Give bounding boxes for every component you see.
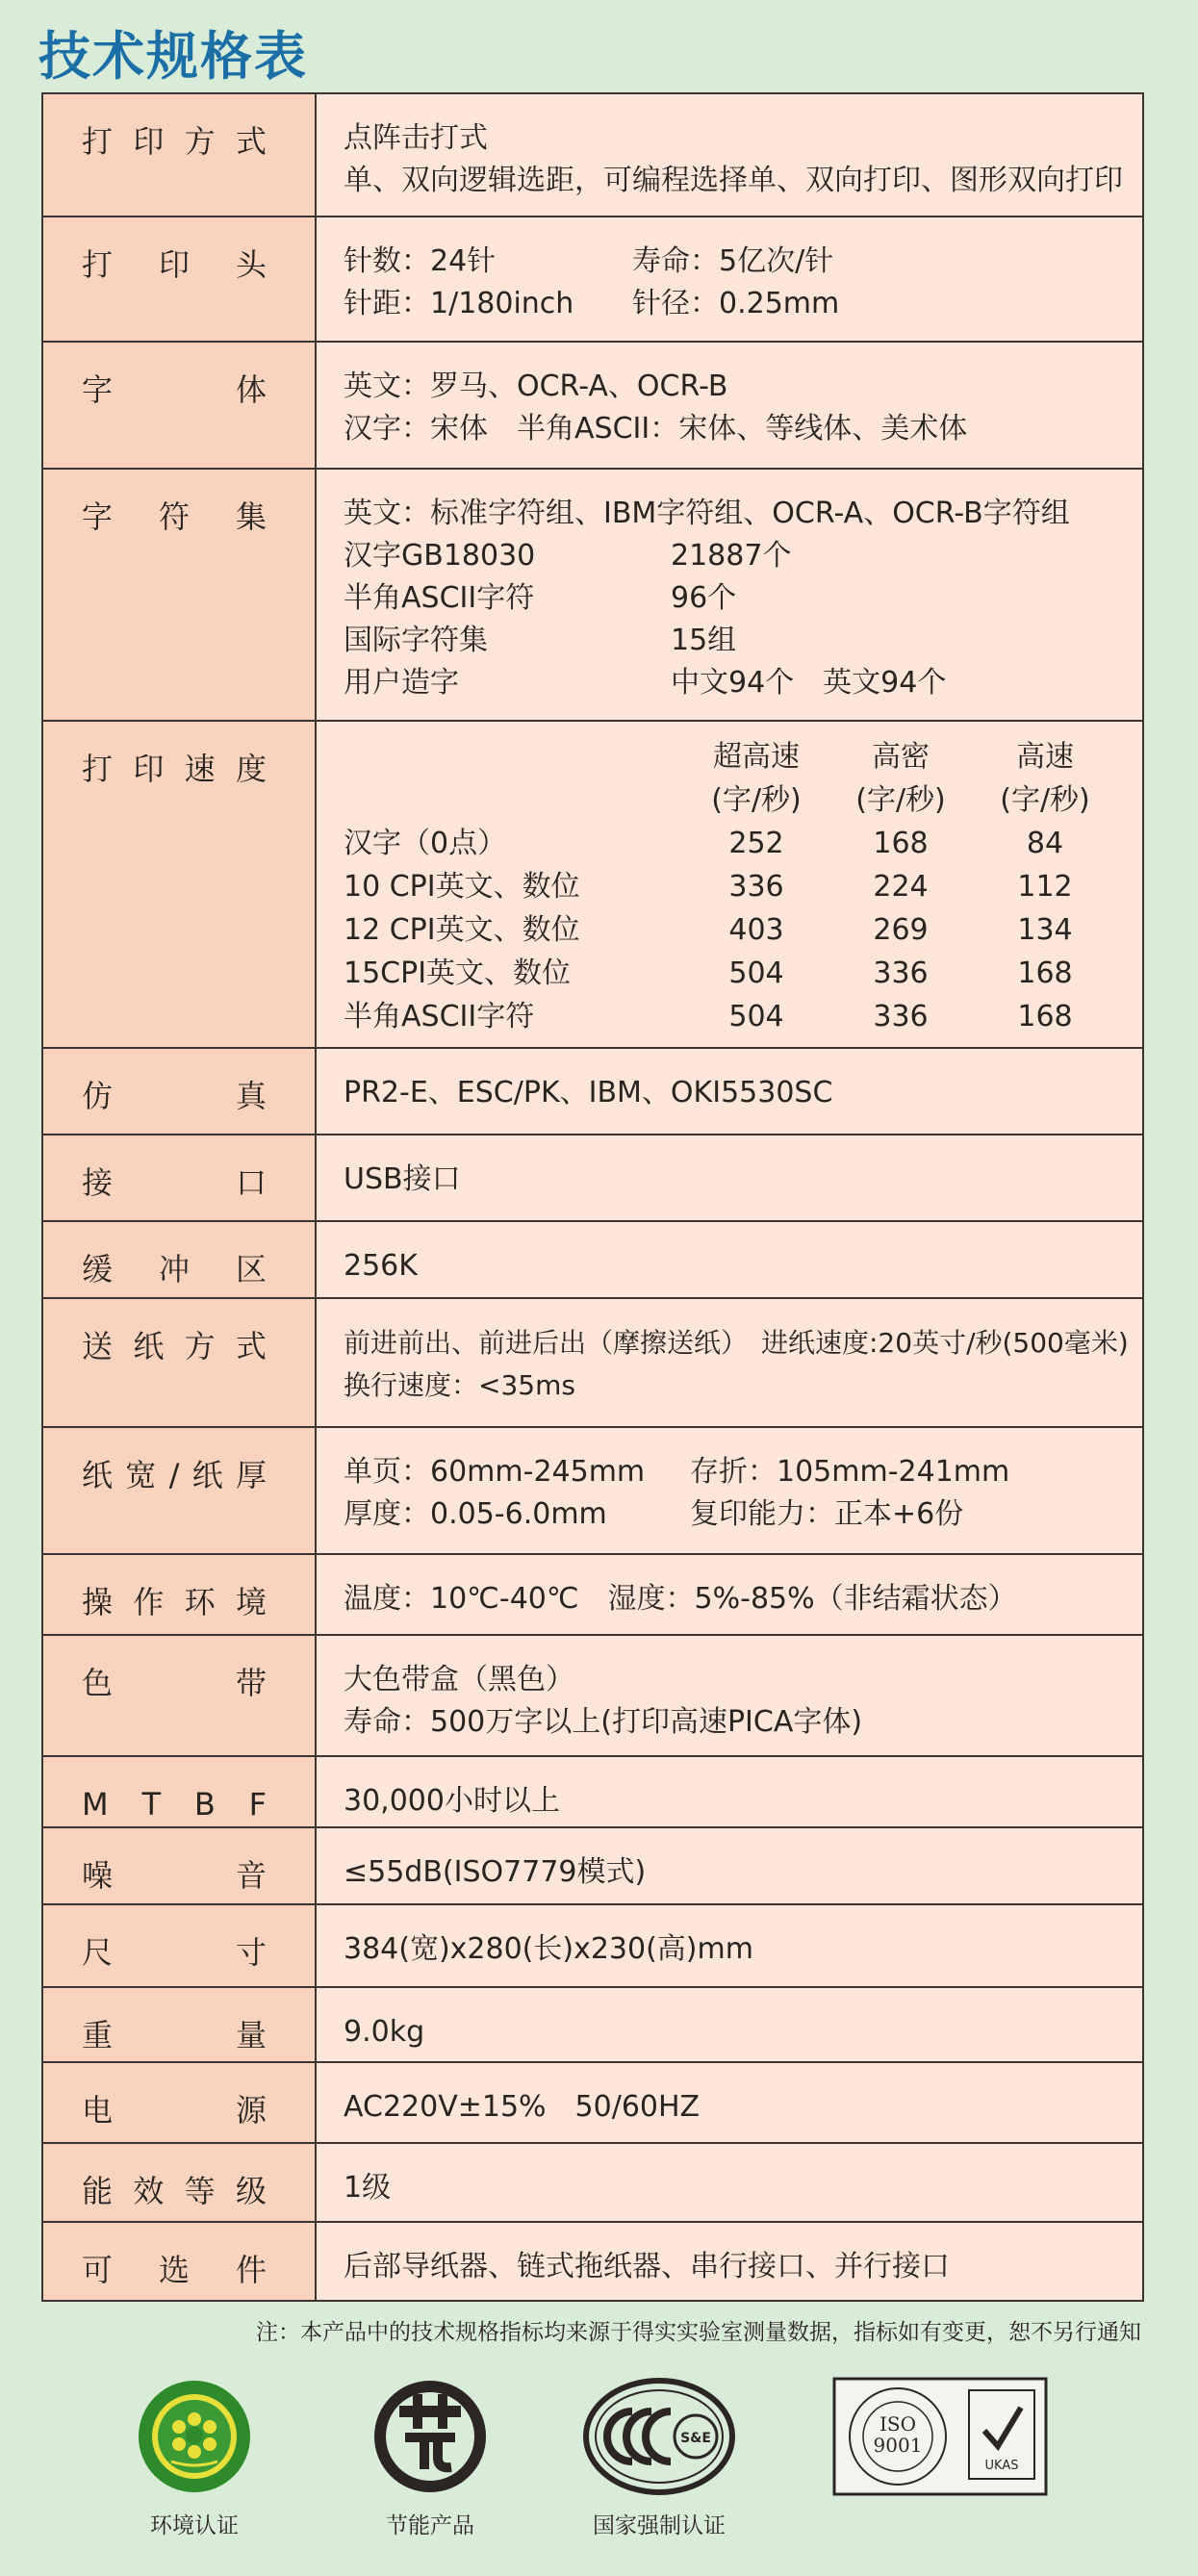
speed-header-blank [344, 778, 684, 822]
spec-row [42, 1135, 1143, 1221]
spec-line: 后部导纸器、链式拖纸器、串行接口、并行接口 [344, 2250, 950, 2283]
spec-line: ≤55dB(ISO7779模式) [344, 1855, 647, 1889]
spec-row [42, 1904, 1143, 1987]
spec-label-char: 接 [82, 1164, 114, 1201]
spec-label-char: 纸 [82, 1457, 114, 1493]
spec-value [317, 1828, 1142, 1894]
spec-label [82, 2248, 267, 2292]
spec-pair-key: 针距：1/180inch [344, 287, 574, 320]
spec-value-cell [316, 1135, 1143, 1221]
speed-header-blank [344, 735, 684, 778]
spec-label-char: 字 [82, 371, 114, 408]
spec-value-cell [316, 1554, 1143, 1635]
speed-row-name: 汉字（0点） [344, 827, 507, 860]
spec-line: AC220V±15% 50/60HZ [344, 2090, 701, 2124]
spec-pair [344, 1493, 1117, 1536]
spec-pair [344, 577, 1117, 620]
spec-value-cell [316, 1427, 1143, 1554]
spec-value-cell [316, 1048, 1143, 1135]
spec-pair [344, 241, 1117, 283]
spec-line: 256K [344, 1249, 418, 1283]
spec-pair-value: 复印能力：正本+6份 [690, 1497, 964, 1531]
spec-label-char: 电 [82, 2092, 114, 2129]
spec-row [42, 469, 1143, 721]
spec-line: 9.0kg [344, 2015, 425, 2049]
spec-label-char: 带 [235, 1665, 267, 1701]
spec-label-char: 境 [235, 1584, 267, 1620]
spec-value-cell [316, 1635, 1143, 1756]
spec-label-cell [42, 1635, 316, 1756]
speed-value: 403 [728, 913, 784, 947]
spec-label-cell [42, 721, 316, 1048]
spec-value [317, 1299, 1142, 1407]
speed-header-row [344, 778, 1117, 822]
spec-line: 换行速度：<35ms [344, 1369, 575, 1401]
speed-value: 224 [873, 870, 929, 904]
spec-label-cell [42, 93, 316, 217]
speed-value: 168 [1017, 1000, 1073, 1033]
speed-header: 超高速 [713, 740, 800, 774]
spec-row [42, 1756, 1143, 1827]
speed-value: 168 [1017, 956, 1073, 990]
spec-row [42, 2143, 1143, 2222]
spec-pair-key: 厚度：0.05-6.0mm [344, 1497, 607, 1531]
speed-row [344, 865, 1117, 908]
logo-caption: 环境认证 [150, 2513, 239, 2538]
spec-row [42, 93, 1143, 217]
spec-label-char: 印 [133, 123, 165, 160]
spec-label-char: 方 [184, 1328, 216, 1365]
speed-row [344, 995, 1117, 1038]
spec-label-char: 作 [133, 1584, 165, 1620]
spec-pair-value: 96个 [671, 581, 737, 615]
spec-value-cell [316, 1756, 1143, 1827]
spec-label [82, 1160, 267, 1205]
spec-label-char: 度 [235, 751, 267, 787]
spec-value-cell [316, 2222, 1143, 2301]
spec-label-char: 尺 [82, 1934, 114, 1971]
spec-value-cell [316, 217, 1143, 342]
spec-label-char: 纸 [191, 1457, 223, 1493]
svg-text:9001: 9001 [873, 2434, 923, 2457]
speed-row [344, 908, 1117, 952]
spec-pair-value: 针径：0.25mm [632, 287, 840, 320]
spec-label-char: / [168, 1457, 180, 1493]
spec-label-char: 口 [235, 1164, 267, 1201]
spec-label-cell [42, 1987, 316, 2062]
speed-table [344, 735, 1117, 1038]
spec-row [42, 1827, 1143, 1904]
speed-value: 269 [873, 913, 929, 947]
spec-label-char: 噪 [82, 1857, 114, 1894]
logo-caption: 节能产品 [386, 2513, 474, 2538]
spec-label-char: 操 [82, 1584, 114, 1620]
spec-label [82, 1661, 267, 1705]
spec-label [82, 1453, 267, 1497]
spec-value [317, 1428, 1142, 1536]
spec-label-cell [42, 1427, 316, 1554]
spec-label-char: 打 [82, 123, 114, 160]
spec-label-cell [42, 342, 316, 469]
spec-label-char: 头 [235, 246, 267, 283]
spec-line: 点阵击打式 [344, 121, 488, 155]
spec-row [42, 2222, 1143, 2301]
spec-value-cell [316, 93, 1143, 217]
spec-label [82, 242, 267, 287]
speed-header: (字/秒) [1000, 783, 1090, 817]
spec-label-char: 量 [235, 2017, 267, 2053]
spec-label [82, 1324, 267, 1368]
spec-value [317, 1988, 1142, 2053]
spec-pair [344, 1451, 1117, 1493]
spec-pair [344, 535, 1117, 577]
spec-pair-value: 21887个 [671, 539, 792, 573]
spec-value-cell [316, 342, 1143, 469]
spec-row [42, 1427, 1143, 1554]
spec-value [317, 1636, 1142, 1744]
spec-value-cell [316, 2143, 1143, 2222]
spec-value [317, 217, 1142, 325]
spec-label-char: 打 [82, 246, 114, 283]
spec-label-char: 等 [184, 2173, 216, 2209]
spec-value-cell [316, 1987, 1143, 2062]
spec-label-char: 字 [82, 498, 114, 535]
spec-value [317, 470, 1142, 704]
spec-label [82, 1782, 267, 1826]
spec-row [42, 721, 1143, 1048]
spec-value [317, 94, 1142, 202]
spec-pair-key: 半角ASCII字符 [344, 581, 535, 615]
speed-value: 504 [728, 1000, 784, 1033]
spec-label-char: 体 [235, 371, 267, 408]
speed-row-name: 12 CPI英文、数位 [344, 913, 580, 947]
speed-header: 高速 [1016, 740, 1074, 774]
spec-label-char: 音 [235, 1857, 267, 1894]
spec-value-cell [316, 1827, 1143, 1904]
spec-label-char: 速 [184, 751, 216, 787]
spec-label-char: 缓 [82, 1251, 114, 1288]
spec-value [317, 722, 1142, 1038]
spec-label-char: T [141, 1786, 161, 1823]
spec-pair [344, 662, 1117, 704]
spec-label-char: 寸 [235, 1934, 267, 1971]
energy-saving-cert [370, 2377, 490, 2539]
speed-value: 168 [873, 827, 929, 860]
spec-line: 温度：10℃-40℃ 湿度：5%-85%（非结霜状态） [344, 1582, 1017, 1616]
spec-pair-key: 国际字符集 [344, 624, 488, 657]
spec-value [317, 1049, 1142, 1114]
spec-row [42, 342, 1143, 469]
speed-header-row [344, 735, 1117, 778]
footnote: 注：本产品中的技术规格指标均来源于得实实验室测量数据，指标如有变更，恕不另行通知 [256, 2320, 1141, 2345]
speed-value: 84 [1026, 827, 1064, 860]
spec-row [42, 1298, 1143, 1427]
spec-label-char: 件 [235, 2252, 267, 2288]
spec-label [82, 1853, 267, 1898]
speed-header: (字/秒) [855, 783, 946, 817]
spec-pair-value: 寿命：5亿次/针 [632, 244, 834, 278]
ccc-mark-text: S&E [680, 2431, 711, 2446]
spec-value [317, 2063, 1142, 2129]
spec-label-char: 厚 [235, 1457, 267, 1493]
spec-label-char: 区 [235, 1251, 267, 1288]
spec-label [82, 119, 267, 164]
environment-cert [135, 2377, 254, 2539]
spec-value-cell [316, 469, 1143, 721]
spec-label-char: 集 [235, 498, 267, 535]
ccc-icon [582, 2377, 736, 2496]
speed-row [344, 822, 1117, 865]
spec-line: 大色带盒（黑色） [344, 1663, 574, 1696]
spec-label-char: 可 [82, 2252, 114, 2288]
environmental-label-icon [135, 2377, 254, 2496]
logo-caption: 国家强制认证 [593, 2513, 726, 2538]
spec-label-char: 级 [235, 2173, 267, 2209]
spec-label [82, 495, 267, 539]
speed-header: (字/秒) [711, 783, 802, 817]
spec-label-char: 打 [82, 751, 114, 787]
spec-label-char: 冲 [158, 1251, 190, 1288]
spec-label [82, 747, 267, 791]
spec-value [317, 1905, 1142, 1971]
spec-label-cell [42, 1756, 316, 1827]
spec-label [82, 368, 267, 412]
svg-text:UKAS: UKAS [984, 2459, 1019, 2473]
spec-label-char: 环 [184, 1584, 216, 1620]
spec-label-char: 印 [158, 246, 190, 283]
spec-line: 英文：罗马、OCR-A、OCR-B [344, 370, 728, 403]
spec-value [317, 2144, 1142, 2209]
spec-label [82, 1580, 267, 1624]
spec-pair [344, 620, 1117, 662]
spec-label-cell [42, 1554, 316, 1635]
spec-label-char: 源 [235, 2092, 267, 2129]
spec-label-char: 式 [235, 1328, 267, 1365]
spec-label [82, 2013, 267, 2057]
spec-label-char: 能 [82, 2173, 114, 2209]
spec-label [82, 2169, 267, 2213]
spec-label-char: 印 [133, 751, 165, 787]
spec-pair-value: 中文94个 英文94个 [671, 666, 947, 700]
spec-label [82, 1074, 267, 1118]
certification-logos [0, 2377, 1198, 2540]
spec-value [317, 1135, 1142, 1201]
speed-row-name: 10 CPI英文、数位 [344, 870, 580, 904]
spec-line: 单、双向逻辑选距，可编程选择单、双向打印、图形双向打印 [344, 164, 1123, 197]
spec-line: 前进前出、前进后出（摩擦送纸） 进纸速度:20英寸/秒(500毫米) [344, 1327, 1129, 1359]
spec-value-cell [316, 2062, 1143, 2143]
spec-label-cell [42, 1904, 316, 1987]
spec-row [42, 1048, 1143, 1135]
spec-label-char: B [193, 1786, 216, 1823]
spec-row [42, 1987, 1143, 2062]
speed-row-name: 15CPI英文、数位 [344, 956, 572, 990]
spec-pair [344, 283, 1117, 325]
spec-pair-value: 15组 [671, 624, 737, 657]
spec-value-cell [316, 1298, 1143, 1427]
spec-value [317, 343, 1142, 450]
spec-value [317, 1222, 1142, 1288]
spec-line: 384(宽)x280(长)x230(高)mm [344, 1932, 753, 1966]
spec-pair-key: 针数：24针 [344, 244, 497, 278]
speed-value: 336 [873, 956, 929, 990]
spec-label-cell [42, 2062, 316, 2143]
iso-ukas-icon [832, 2377, 1048, 2496]
spec-value-cell [316, 1904, 1143, 1987]
spec-row [42, 1635, 1143, 1756]
speed-value: 112 [1017, 870, 1073, 904]
speed-value: 252 [728, 827, 784, 860]
spec-pair-key: 汉字GB18030 [344, 539, 536, 573]
spec-pair-key: 用户造字 [344, 666, 459, 700]
spec-line: 英文：标准字符组、IBM字符组、OCR-A、OCR-B字符组 [344, 497, 1070, 530]
spec-label [82, 1247, 267, 1291]
speed-value: 336 [873, 1000, 929, 1033]
spec-row [42, 1221, 1143, 1298]
spec-label-cell [42, 1221, 316, 1298]
spec-value-cell [316, 721, 1143, 1048]
spec-label-char: 式 [235, 123, 267, 160]
spec-label-char: 重 [82, 2017, 114, 2053]
spec-line: 寿命：500万字以上(打印高速PICA字体) [344, 1705, 863, 1739]
ccc-cert [582, 2377, 736, 2539]
spec-row [42, 2062, 1143, 2143]
spec-label-char: 送 [82, 1328, 114, 1365]
spec-pair-value: 存折：105mm-241mm [690, 1455, 1010, 1489]
spec-pair-key: 单页：60mm-245mm [344, 1455, 646, 1489]
spec-label [82, 2088, 267, 2132]
spec-label-char: 选 [158, 2252, 190, 2288]
speed-value: 336 [728, 870, 784, 904]
speed-row [344, 952, 1117, 995]
spec-label-cell [42, 2143, 316, 2222]
spec-label-char: 色 [82, 1665, 114, 1701]
spec-label-char: 宽 [125, 1457, 157, 1493]
page-title: 技术规格表 [38, 26, 308, 87]
spec-line: USB接口 [344, 1162, 461, 1196]
spec-value [317, 2223, 1142, 2288]
spec-label-char: 效 [133, 2173, 165, 2209]
spec-label-char: 纸 [133, 1328, 165, 1365]
speed-value: 134 [1017, 913, 1073, 947]
spec-value [317, 1757, 1142, 1823]
iso-cert [832, 2377, 1048, 2500]
spec-row [42, 217, 1143, 342]
spec-table [41, 92, 1144, 2302]
spec-line: 30,000小时以上 [344, 1784, 560, 1818]
spec-label-char: M [82, 1786, 109, 1823]
spec-label-cell [42, 2222, 316, 2301]
spec-row [42, 1554, 1143, 1635]
spec-label-cell [42, 1298, 316, 1427]
speed-row-name: 半角ASCII字符 [344, 1000, 535, 1033]
speed-value: 504 [728, 956, 784, 990]
spec-label-cell [42, 1135, 316, 1221]
spec-line: 1级 [344, 2171, 392, 2205]
spec-value-cell [316, 1221, 1143, 1298]
spec-label-cell [42, 217, 316, 342]
spec-line: 汉字：宋体 半角ASCII：宋体、等线体、美术体 [344, 412, 968, 446]
spec-line: PR2-E、ESC/PK、IBM、OKI5530SC [344, 1076, 833, 1109]
spec-label-cell [42, 469, 316, 721]
spec-label-char: 真 [235, 1078, 267, 1114]
spec-value [317, 1555, 1142, 1620]
energy-saving-icon [370, 2377, 490, 2496]
spec-label-cell [42, 1048, 316, 1135]
svg-text:ISO: ISO [879, 2412, 916, 2436]
spec-label-char: 仿 [82, 1078, 114, 1114]
spec-label-cell [42, 1827, 316, 1904]
spec-label-char: F [248, 1786, 267, 1823]
spec-label [82, 1930, 267, 1975]
speed-header: 高密 [872, 740, 930, 774]
spec-label-char: 符 [158, 498, 190, 535]
spec-label-char: 方 [184, 123, 216, 160]
